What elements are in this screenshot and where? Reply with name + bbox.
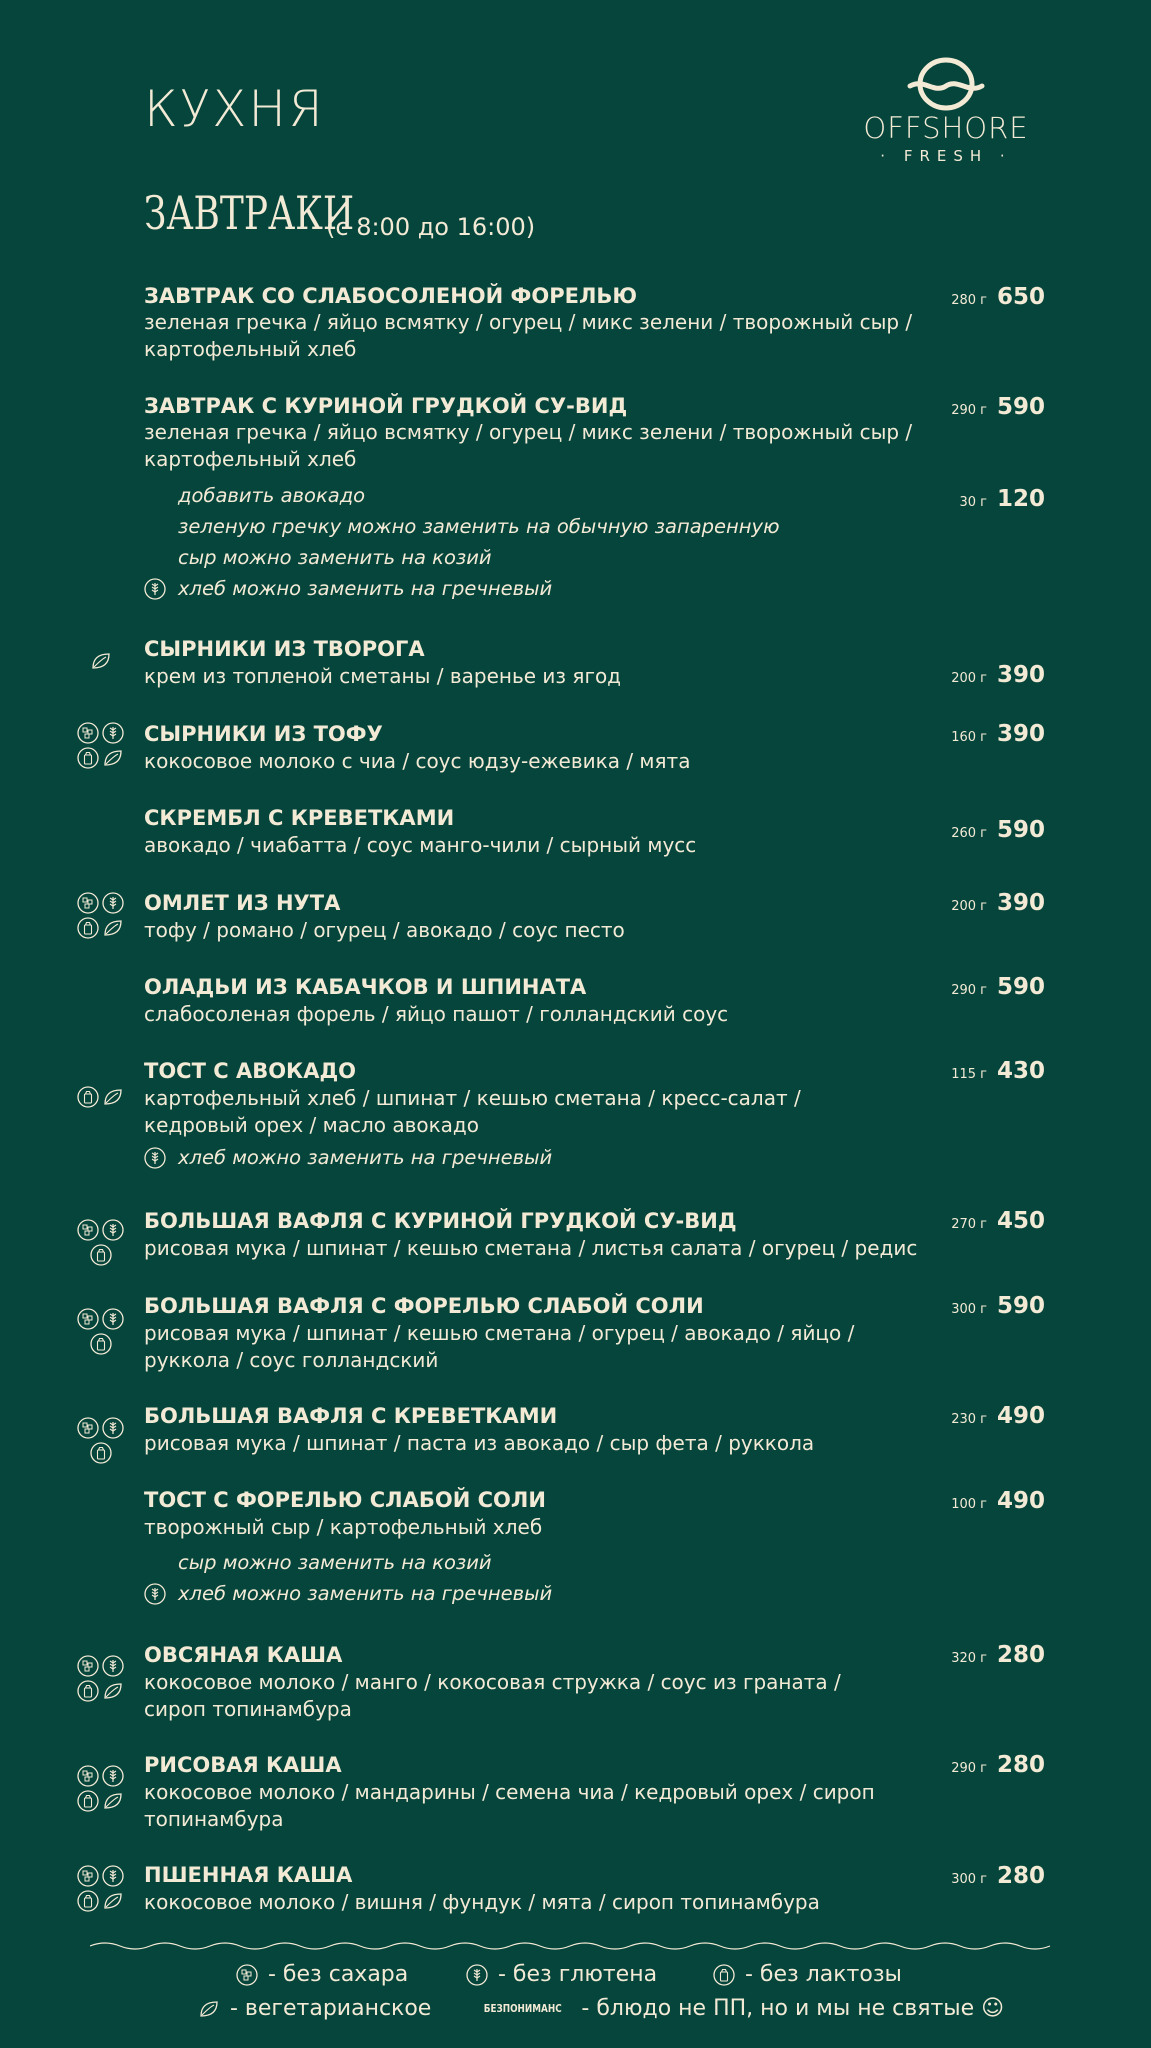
menu-item-price: 590 <box>996 817 1045 843</box>
menu-item-pricing <box>951 976 1045 999</box>
menu-item-pricing <box>951 723 1045 746</box>
menu-item-pricing <box>951 286 1045 309</box>
diet-icons <box>90 650 112 672</box>
section-hours: (с 8:00 до 16:00) <box>326 213 536 241</box>
legend-no-sugar <box>236 1962 408 1987</box>
menu-item-title: СЫРНИКИ ИЗ ТВОРОГА <box>144 637 425 661</box>
menu-note-bread: хлеб можно заменить на гречневый <box>178 1582 553 1605</box>
menu-item-price: 390 <box>996 890 1045 916</box>
menu-item-weight: 300 г <box>951 1302 987 1317</box>
legend-label: - без глютена <box>498 1962 658 1987</box>
sugar-free-icon <box>236 1964 258 1986</box>
menu-item-price: 490 <box>996 1403 1045 1429</box>
lactose-free-icon <box>90 1442 112 1464</box>
menu-item-description: тофу / романо / огурец / авокадо / соус песто <box>144 918 625 942</box>
legend-label: - блюдо не ПП, но и мы не святые ☺ <box>581 1996 1005 2021</box>
menu-item-price: 490 <box>996 1488 1045 1514</box>
menu-item-pricing <box>951 819 1045 842</box>
legend-vegetarian <box>198 1996 431 2021</box>
lactose-free-icon <box>77 1086 99 1108</box>
menu-item-description: рисовая мука / шпинат / кешью сметана / листья салата / огурец / редис <box>144 1236 918 1260</box>
menu-item-pricing <box>951 1754 1045 1777</box>
gluten-free-icon <box>102 722 124 744</box>
menu-item-pricing <box>951 1490 1045 1513</box>
menu-item-description: рисовая мука / шпинат / паста из авокадо / сыр фета / руккола <box>144 1431 815 1455</box>
menu-item-title: БОЛЬШАЯ ВАФЛЯ С ФОРЕЛЬЮ СЛАБОЙ СОЛИ <box>144 1294 704 1318</box>
legend-label: - без лактозы <box>745 1962 902 1987</box>
menu-item-pricing <box>951 1405 1045 1428</box>
sugar-free-icon <box>77 722 99 744</box>
logo-name: OFFSHORE <box>863 111 1029 145</box>
sugar-free-icon <box>77 892 99 914</box>
menu-item-description: рисовая мука / шпинат / кешью сметана / огурец / авокадо / яйцо / руккола / соус голландский <box>144 1321 855 1372</box>
menu-item-pricing <box>951 1865 1045 1888</box>
menu-item-title: ТОСТ С АВОКАДО <box>144 1059 357 1083</box>
diet-icons <box>77 1865 124 1912</box>
menu-item-weight: 280 г <box>951 293 987 308</box>
vegetarian-icon <box>90 650 112 672</box>
menu-item-weight: 200 г <box>951 671 987 686</box>
sugar-free-icon <box>77 1655 99 1677</box>
menu-item-price: 590 <box>996 974 1045 1000</box>
lactose-free-icon <box>77 1890 99 1912</box>
brand-logo <box>836 56 1056 164</box>
menu-item-weight: 100 г <box>951 1497 987 1512</box>
sugar-free-icon <box>77 1865 99 1887</box>
diet-icons <box>77 1655 124 1702</box>
section-title: ЗАВТРАКИ <box>144 186 355 240</box>
menu-item-description: зеленая гречка / яйцо всмятку / огурец / микс зелени / творожный сыр / картофельный хлеб <box>144 420 913 471</box>
diet-icons <box>77 1765 124 1812</box>
gluten-free-icon <box>102 1765 124 1787</box>
menu-item-price: 280 <box>996 1642 1045 1668</box>
menu-item-description: авокадо / чиабатта / соус манго-чили / сырный мусс <box>144 833 697 857</box>
sugar-free-icon <box>77 1219 99 1241</box>
menu-item-price: 430 <box>996 1058 1045 1084</box>
wave-divider <box>90 1938 1060 1954</box>
menu-item-title: ЗАВТРАК С КУРИНОЙ ГРУДКОЙ СУ-ВИД <box>144 394 628 418</box>
gluten-free-icon <box>102 1219 124 1241</box>
menu-item-weight: 160 г <box>951 730 987 745</box>
menu-note-weight: 30 г <box>959 495 987 510</box>
legend-not-healthy <box>474 1996 1004 2021</box>
logo-sub: · FRESH · <box>880 147 1012 165</box>
menu-item-description: кокосовое молоко / манго / кокосовая стружка / соус из граната / сироп топинамбура <box>144 1670 841 1721</box>
diet-icons <box>77 1417 124 1464</box>
gluten-free-icon <box>144 1583 166 1605</box>
menu-item-price: 390 <box>996 662 1045 688</box>
menu-item-weight: 200 г <box>951 899 987 914</box>
menu-item-price: 450 <box>996 1208 1045 1234</box>
menu-item-description: крем из топленой сметаны / варенье из ягод <box>144 664 622 688</box>
menu-item-title: СКРЕМБЛ С КРЕВЕТКАМИ <box>144 806 455 830</box>
legend-tag: БЕЗПОНИМАНС <box>483 2002 562 2015</box>
menu-item-price: 590 <box>996 394 1045 420</box>
menu-item-title: БОЛЬШАЯ ВАФЛЯ С КРЕВЕТКАМИ <box>144 1404 558 1428</box>
menu-item-pricing <box>951 1644 1045 1667</box>
menu-note-pricing <box>959 488 1045 511</box>
vegetarian-icon <box>102 917 124 939</box>
lactose-free-icon <box>77 1790 99 1812</box>
menu-item-price: 390 <box>996 721 1045 747</box>
menu-note-bread: хлеб можно заменить на гречневый <box>178 577 553 600</box>
menu-item-pricing <box>951 664 1045 687</box>
legend-label: - без сахара <box>268 1962 409 1987</box>
menu-note-goat-cheese: сыр можно заменить на козий <box>178 1551 492 1574</box>
menu-item-weight: 290 г <box>951 983 987 998</box>
diet-icons <box>77 722 124 769</box>
menu-item-pricing <box>951 892 1045 915</box>
diet-icons <box>77 1086 124 1108</box>
lactose-free-icon <box>77 917 99 939</box>
vegetarian-icon <box>102 1890 124 1912</box>
menu-item-price: 590 <box>996 1293 1045 1319</box>
menu-item-weight: 320 г <box>951 1651 987 1666</box>
menu-item-title: РИСОВАЯ КАША <box>144 1753 342 1777</box>
menu-item-title: ОЛАДЬИ ИЗ КАБАЧКОВ И ШПИНАТА <box>144 975 587 999</box>
sugar-free-icon <box>77 1308 99 1330</box>
menu-item-weight: 270 г <box>951 1217 987 1232</box>
diet-icons <box>77 892 124 939</box>
vegetarian-icon <box>102 1790 124 1812</box>
menu-item-weight: 115 г <box>951 1067 987 1082</box>
menu-item-pricing <box>951 1060 1045 1083</box>
menu-item-title: БОЛЬШАЯ ВАФЛЯ С КУРИНОЙ ГРУДКОЙ СУ-ВИД <box>144 1209 737 1233</box>
legend-no-gluten <box>466 1962 657 1987</box>
menu-item-price: 280 <box>996 1752 1045 1778</box>
menu-item-weight: 260 г <box>951 826 987 841</box>
menu-item-title: ОМЛЕТ ИЗ НУТА <box>144 891 341 915</box>
menu-note-price: 120 <box>996 486 1045 512</box>
gluten-free-icon <box>102 1655 124 1677</box>
menu-item-weight: 230 г <box>951 1412 987 1427</box>
gluten-free-icon <box>102 1308 124 1330</box>
vegetarian-icon <box>102 1680 124 1702</box>
menu-note-bread: хлеб можно заменить на гречневый <box>178 1146 553 1169</box>
diet-icons <box>77 1219 124 1266</box>
menu-item-title: СЫРНИКИ ИЗ ТОФУ <box>144 722 383 746</box>
menu-item-weight: 290 г <box>951 1761 987 1776</box>
lactose-free-icon <box>77 747 99 769</box>
legend-label: - вегетарианское <box>230 1996 432 2021</box>
menu-item-title: ТОСТ С ФОРЕЛЬЮ СЛАБОЙ СОЛИ <box>144 1488 546 1512</box>
sugar-free-icon <box>77 1417 99 1439</box>
menu-item-pricing <box>951 396 1045 419</box>
gluten-free-icon <box>466 1964 488 1986</box>
lactose-free-icon <box>77 1680 99 1702</box>
legend-no-lactose <box>713 1962 902 1987</box>
menu-item-description: слабосоленая форель / яйцо пашот / голландский соус <box>144 1002 729 1026</box>
menu-item-price: 280 <box>996 1863 1045 1889</box>
gluten-free-icon <box>144 578 166 600</box>
menu-item-title: ОВСЯНАЯ КАША <box>144 1643 343 1667</box>
logo-icon <box>906 56 986 112</box>
gluten-free-icon <box>102 1865 124 1887</box>
lactose-free-icon <box>713 1964 735 1986</box>
menu-item-weight: 290 г <box>951 403 987 418</box>
menu-item-description: кокосовое молоко / вишня / фундук / мята / сироп топинамбура <box>144 1890 820 1914</box>
menu-item-title: ПШЕННАЯ КАША <box>144 1863 353 1887</box>
menu-item-title: ЗАВТРАК СО СЛАБОСОЛЕНОЙ ФОРЕЛЬЮ <box>144 284 638 308</box>
page-title: КУХНЯ <box>144 80 325 138</box>
menu-item-pricing <box>951 1210 1045 1233</box>
menu-note-goat-cheese: сыр можно заменить на козий <box>178 546 492 569</box>
vegetarian-icon <box>102 1086 124 1108</box>
sugar-free-icon <box>77 1765 99 1787</box>
diet-icons <box>77 1308 124 1355</box>
gluten-free-icon <box>102 892 124 914</box>
menu-item-pricing <box>951 1295 1045 1318</box>
menu-item-weight: 300 г <box>951 1872 987 1887</box>
lactose-free-icon <box>90 1333 112 1355</box>
menu-item-description: картофельный хлеб / шпинат / кешью сметана / кресс-салат / кедровый орех / масло авокадо <box>144 1086 801 1137</box>
lactose-free-icon <box>90 1244 112 1266</box>
menu-item-price: 650 <box>996 284 1045 310</box>
menu-item-description: творожный сыр / картофельный хлеб <box>144 1515 543 1539</box>
menu-item-description: кокосовое молоко с чиа / соус юдзу-ежевика / мята <box>144 749 691 773</box>
menu-item-description: кокосовое молоко / мандарины / семена чиа / кедровый орех / сироп топинамбура <box>144 1780 875 1831</box>
menu-note-buckwheat: зеленую гречку можно заменить на обычную запаренную <box>178 515 780 538</box>
menu-item-description: зеленая гречка / яйцо всмятку / огурец / микс зелени / творожный сыр / картофельный хлеб <box>144 310 913 361</box>
vegetarian-icon <box>102 747 124 769</box>
gluten-free-icon <box>102 1417 124 1439</box>
gluten-free-icon <box>144 1147 166 1169</box>
menu-note-avocado: добавить авокадо <box>178 484 366 507</box>
vegetarian-icon <box>198 1998 220 2020</box>
